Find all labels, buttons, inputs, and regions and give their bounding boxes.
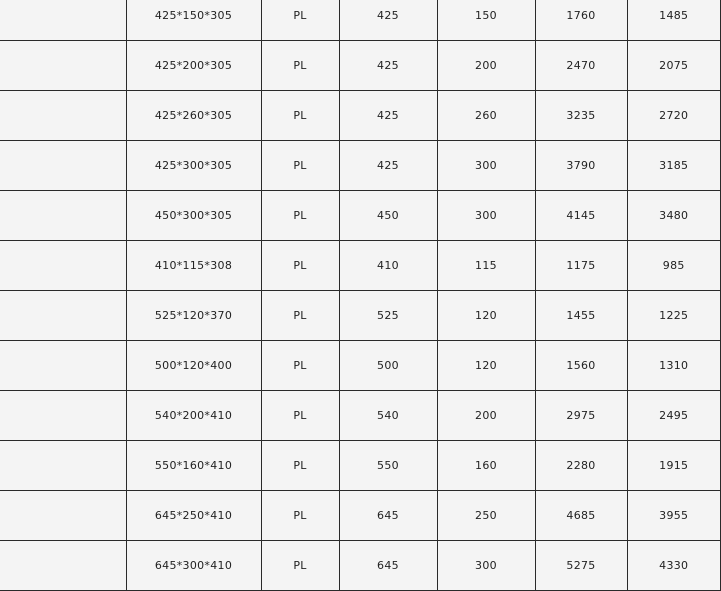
size-cell: 500*120*400	[126, 341, 261, 391]
size-cell: 540*200*410	[126, 391, 261, 441]
value-c-cell: 1560	[535, 341, 627, 391]
value-b-cell: 250	[437, 491, 535, 541]
value-a-cell: 500	[339, 341, 437, 391]
table-row	[0, 41, 721, 91]
table-row	[0, 491, 721, 541]
value-a-cell: 525	[339, 291, 437, 341]
value-d-cell: 1225	[627, 291, 721, 341]
model-cell	[0, 41, 126, 91]
model-cell	[0, 0, 126, 41]
value-a-cell: 425	[339, 91, 437, 141]
type-cell: PL	[261, 341, 339, 391]
value-b-cell: 120	[437, 291, 535, 341]
model-cell	[0, 91, 126, 141]
model-cell	[0, 441, 126, 491]
value-b-cell: 120	[437, 341, 535, 391]
table-row	[0, 91, 721, 141]
value-d-cell: 3955	[627, 491, 721, 541]
value-c-cell: 1455	[535, 291, 627, 341]
value-d-cell: 1485	[627, 0, 721, 41]
type-cell: PL	[261, 0, 339, 41]
value-a-cell: 410	[339, 241, 437, 291]
value-b-cell: 260	[437, 91, 535, 141]
type-cell: PL	[261, 141, 339, 191]
table-row	[0, 141, 721, 191]
type-cell: PL	[261, 41, 339, 91]
value-c-cell: 2280	[535, 441, 627, 491]
type-cell: PL	[261, 391, 339, 441]
table-row	[0, 0, 721, 41]
model-cell	[0, 391, 126, 441]
value-c-cell: 1175	[535, 241, 627, 291]
value-c-cell: 3235	[535, 91, 627, 141]
value-d-cell: 1310	[627, 341, 721, 391]
value-b-cell: 200	[437, 41, 535, 91]
value-d-cell: 1915	[627, 441, 721, 491]
value-b-cell: 200	[437, 391, 535, 441]
value-d-cell: 2495	[627, 391, 721, 441]
size-cell: 525*120*370	[126, 291, 261, 341]
value-b-cell: 115	[437, 241, 535, 291]
value-d-cell: 985	[627, 241, 721, 291]
size-cell: 425*260*305	[126, 91, 261, 141]
value-d-cell: 3185	[627, 141, 721, 191]
value-d-cell: 2720	[627, 91, 721, 141]
value-c-cell: 1760	[535, 0, 627, 41]
value-b-cell: 160	[437, 441, 535, 491]
model-cell	[0, 291, 126, 341]
type-cell: PL	[261, 241, 339, 291]
value-c-cell: 2470	[535, 41, 627, 91]
model-cell	[0, 541, 126, 591]
value-b-cell: 150	[437, 0, 535, 41]
value-a-cell: 550	[339, 441, 437, 491]
value-c-cell: 4685	[535, 491, 627, 541]
table-row	[0, 241, 721, 291]
model-cell	[0, 491, 126, 541]
table-row	[0, 441, 721, 491]
value-c-cell: 3790	[535, 141, 627, 191]
value-d-cell: 2075	[627, 41, 721, 91]
table-row	[0, 191, 721, 241]
size-cell: 410*115*308	[126, 241, 261, 291]
model-cell	[0, 141, 126, 191]
table-row	[0, 541, 721, 591]
value-d-cell: 4330	[627, 541, 721, 591]
value-a-cell: 450	[339, 191, 437, 241]
size-cell: 425*200*305	[126, 41, 261, 91]
value-a-cell: 425	[339, 41, 437, 91]
value-a-cell: 540	[339, 391, 437, 441]
type-cell: PL	[261, 491, 339, 541]
size-cell: 645*250*410	[126, 491, 261, 541]
size-cell: 450*300*305	[126, 191, 261, 241]
size-cell: 645*300*410	[126, 541, 261, 591]
value-c-cell: 5275	[535, 541, 627, 591]
value-a-cell: 425	[339, 141, 437, 191]
value-b-cell: 300	[437, 141, 535, 191]
model-cell	[0, 241, 126, 291]
value-b-cell: 300	[437, 191, 535, 241]
model-cell	[0, 341, 126, 391]
size-cell: 550*160*410	[126, 441, 261, 491]
size-cell: 425*300*305	[126, 141, 261, 191]
type-cell: PL	[261, 291, 339, 341]
value-c-cell: 4145	[535, 191, 627, 241]
type-cell: PL	[261, 91, 339, 141]
type-cell: PL	[261, 441, 339, 491]
value-a-cell: 645	[339, 541, 437, 591]
table-row	[0, 341, 721, 391]
value-b-cell: 300	[437, 541, 535, 591]
value-a-cell: 425	[339, 0, 437, 41]
value-a-cell: 645	[339, 491, 437, 541]
size-cell: 425*150*305	[126, 0, 261, 41]
model-cell	[0, 191, 126, 241]
value-d-cell: 3480	[627, 191, 721, 241]
type-cell: PL	[261, 541, 339, 591]
type-cell: PL	[261, 191, 339, 241]
value-c-cell: 2975	[535, 391, 627, 441]
table-row	[0, 391, 721, 441]
table-row	[0, 291, 721, 341]
